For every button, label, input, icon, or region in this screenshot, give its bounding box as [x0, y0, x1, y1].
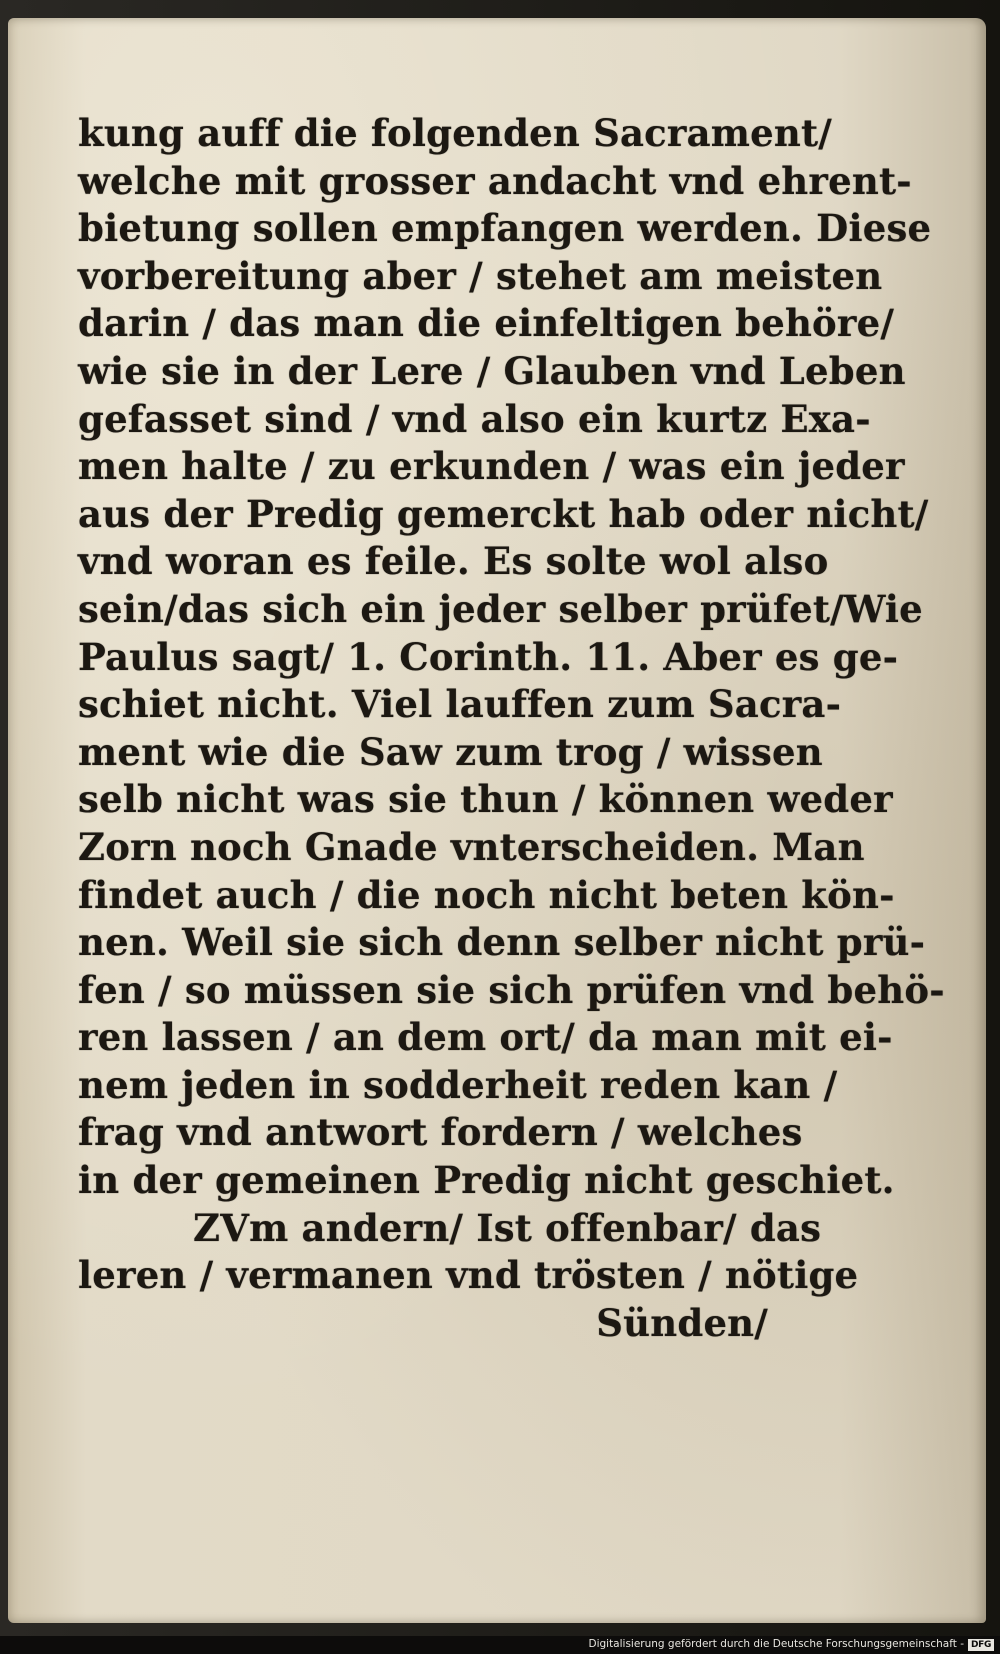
text-line: men halte / zu erkunden / was ein jeder	[78, 444, 905, 489]
page-text	[78, 110, 945, 1347]
text-line: darin / das man die einfeltigen behöre/	[78, 301, 895, 346]
text-line: nen. Weil sie sich denn selber nicht prü-	[78, 920, 926, 965]
text-line: findet auch / die noch nicht beten kön-	[78, 872, 895, 917]
text-line: fen / so müssen sie sich prüfen vnd behö-	[78, 967, 945, 1012]
text-line: kung auff die folgenden Sacrament/	[78, 111, 832, 155]
text-line: vorbereitung aber / stehet am meisten	[78, 253, 883, 298]
text-line: leren / vermanen vnd trösten / nötige	[78, 1253, 859, 1298]
book-page	[8, 18, 986, 1623]
text-line: welche mit grosser andacht vnd ehrent-	[78, 158, 912, 203]
text-line: wie sie in der Lere / Glauben vnd Leben	[78, 348, 906, 393]
text-line: aus der Predig gemerckt hab oder nicht/	[78, 491, 929, 536]
text-line: Paulus sagt/ 1. Corinth. 11. Aber es ge-	[78, 634, 899, 679]
text-line: bietung sollen empfangen werden. Diese	[78, 206, 932, 251]
text-line: selb nicht was sie thun / können weder	[78, 777, 893, 822]
text-line: sein/das sich ein jeder selber prüfet/Wie	[78, 586, 923, 631]
funding-credit: Digitalisierung gefördert durch die Deutsche Forschungsgemeinschaft -	[588, 1638, 964, 1650]
text-line: Zorn noch Gnade vnterscheiden. Man	[78, 824, 865, 869]
text-line: schiet nicht. Viel lauffen zum Sacra-	[78, 682, 842, 727]
text-line: ren lassen / an dem ort/ da man mit ei-	[78, 1015, 893, 1060]
text-line: in der gemeinen Predig nicht geschiet.	[78, 1158, 895, 1203]
text-line: vnd woran es feile. Es solte wol also	[78, 539, 829, 584]
text-line: frag vnd antwort fordern / welches	[78, 1110, 803, 1155]
text-line: ment wie die Saw zum trog / wissen	[78, 729, 823, 774]
catchword: Sünden/	[596, 1300, 768, 1345]
paragraph-start-line: ZVm andern/ Ist offenbar/ das	[193, 1205, 822, 1250]
text-line: gefasset sind / vnd also ein kurtz Exa-	[78, 396, 871, 441]
dfg-logo: DFG	[968, 1639, 994, 1651]
text-line: nem jeden in sodderheit reden kan /	[78, 1062, 838, 1107]
